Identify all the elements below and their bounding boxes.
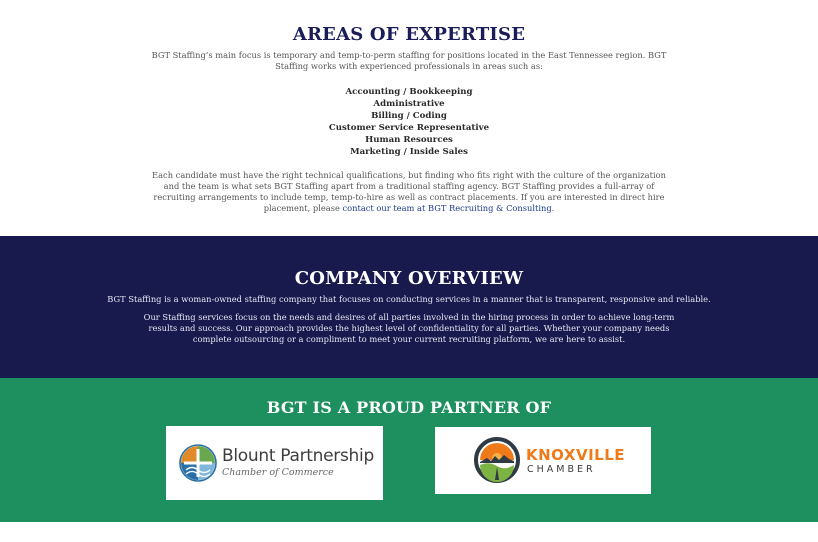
area-item: Customer Service Representative — [328, 123, 490, 133]
expertise-body-text: Each candidate must have the right technical qualifications, but finding who fits right with the culture of the organization and the team is what sets BGT Staffing apart from a traditional staffing agency. BGT Staffing provides a full-array of recruiting arrangements to include temp, temp-to-hire as well as contract placements. If you are interested in direct hire placement, please — [152, 170, 666, 213]
overview-paragraph-2: Our Staffing services focus on the needs and desires of all parties involved in the hiring process in order to achieve long-term results and success. Our approach provides the highest level of confidentiality for all parties. Whether your company needs complete outsourcing or a compliment to meet your current recruiting platform, we are here to assist. — [143, 312, 675, 344]
knoxville-chamber-card[interactable] — [435, 427, 651, 494]
overview-paragraph-1: BGT Staffing is a woman-owned staffing company that focuses on conducting services in a manner that is transparent, responsive and reliable. — [107, 294, 711, 304]
company-overview-section — [0, 236, 818, 378]
blount-partnership-card[interactable] — [166, 426, 383, 500]
blount-partnership-subtitle: Chamber of Commerce — [222, 467, 334, 478]
area-item: Administrative — [373, 99, 445, 109]
blount-partnership-logo-icon — [178, 443, 218, 483]
expertise-areas-list — [0, 86, 818, 158]
blount-partnership-name: Blount Partnership — [222, 446, 374, 466]
contact-recruiting-link[interactable]: contact our team at BGT Recruiting & Consulting — [342, 203, 552, 213]
knoxville-chamber-logo-icon — [473, 436, 521, 484]
expertise-body-end: . — [551, 203, 555, 213]
knoxville-chamber-name: KNOXVILLE — [526, 446, 626, 464]
partners-title: BGT IS A PROUD PARTNER OF — [266, 398, 552, 417]
expertise-title: AREAS OF EXPERTISE — [292, 24, 526, 45]
overview-title: COMPANY OVERVIEW — [294, 268, 524, 289]
knoxville-chamber-subtitle: CHAMBER — [527, 464, 596, 475]
area-item: Accounting / Bookkeeping — [345, 87, 473, 97]
area-item: Billing / Coding — [371, 111, 447, 121]
partners-section — [0, 378, 818, 522]
expertise-intro: BGT Staffing’s main focus is temporary and temp-to-perm staffing for positions located in the East Tennessee region. BGT Staffing works with experienced professionals in areas such as: — [151, 50, 667, 71]
area-item: Marketing / Inside Sales — [350, 147, 468, 157]
area-item: Human Resources — [365, 135, 453, 145]
expertise-section — [0, 0, 818, 236]
expertise-body — [146, 170, 672, 214]
